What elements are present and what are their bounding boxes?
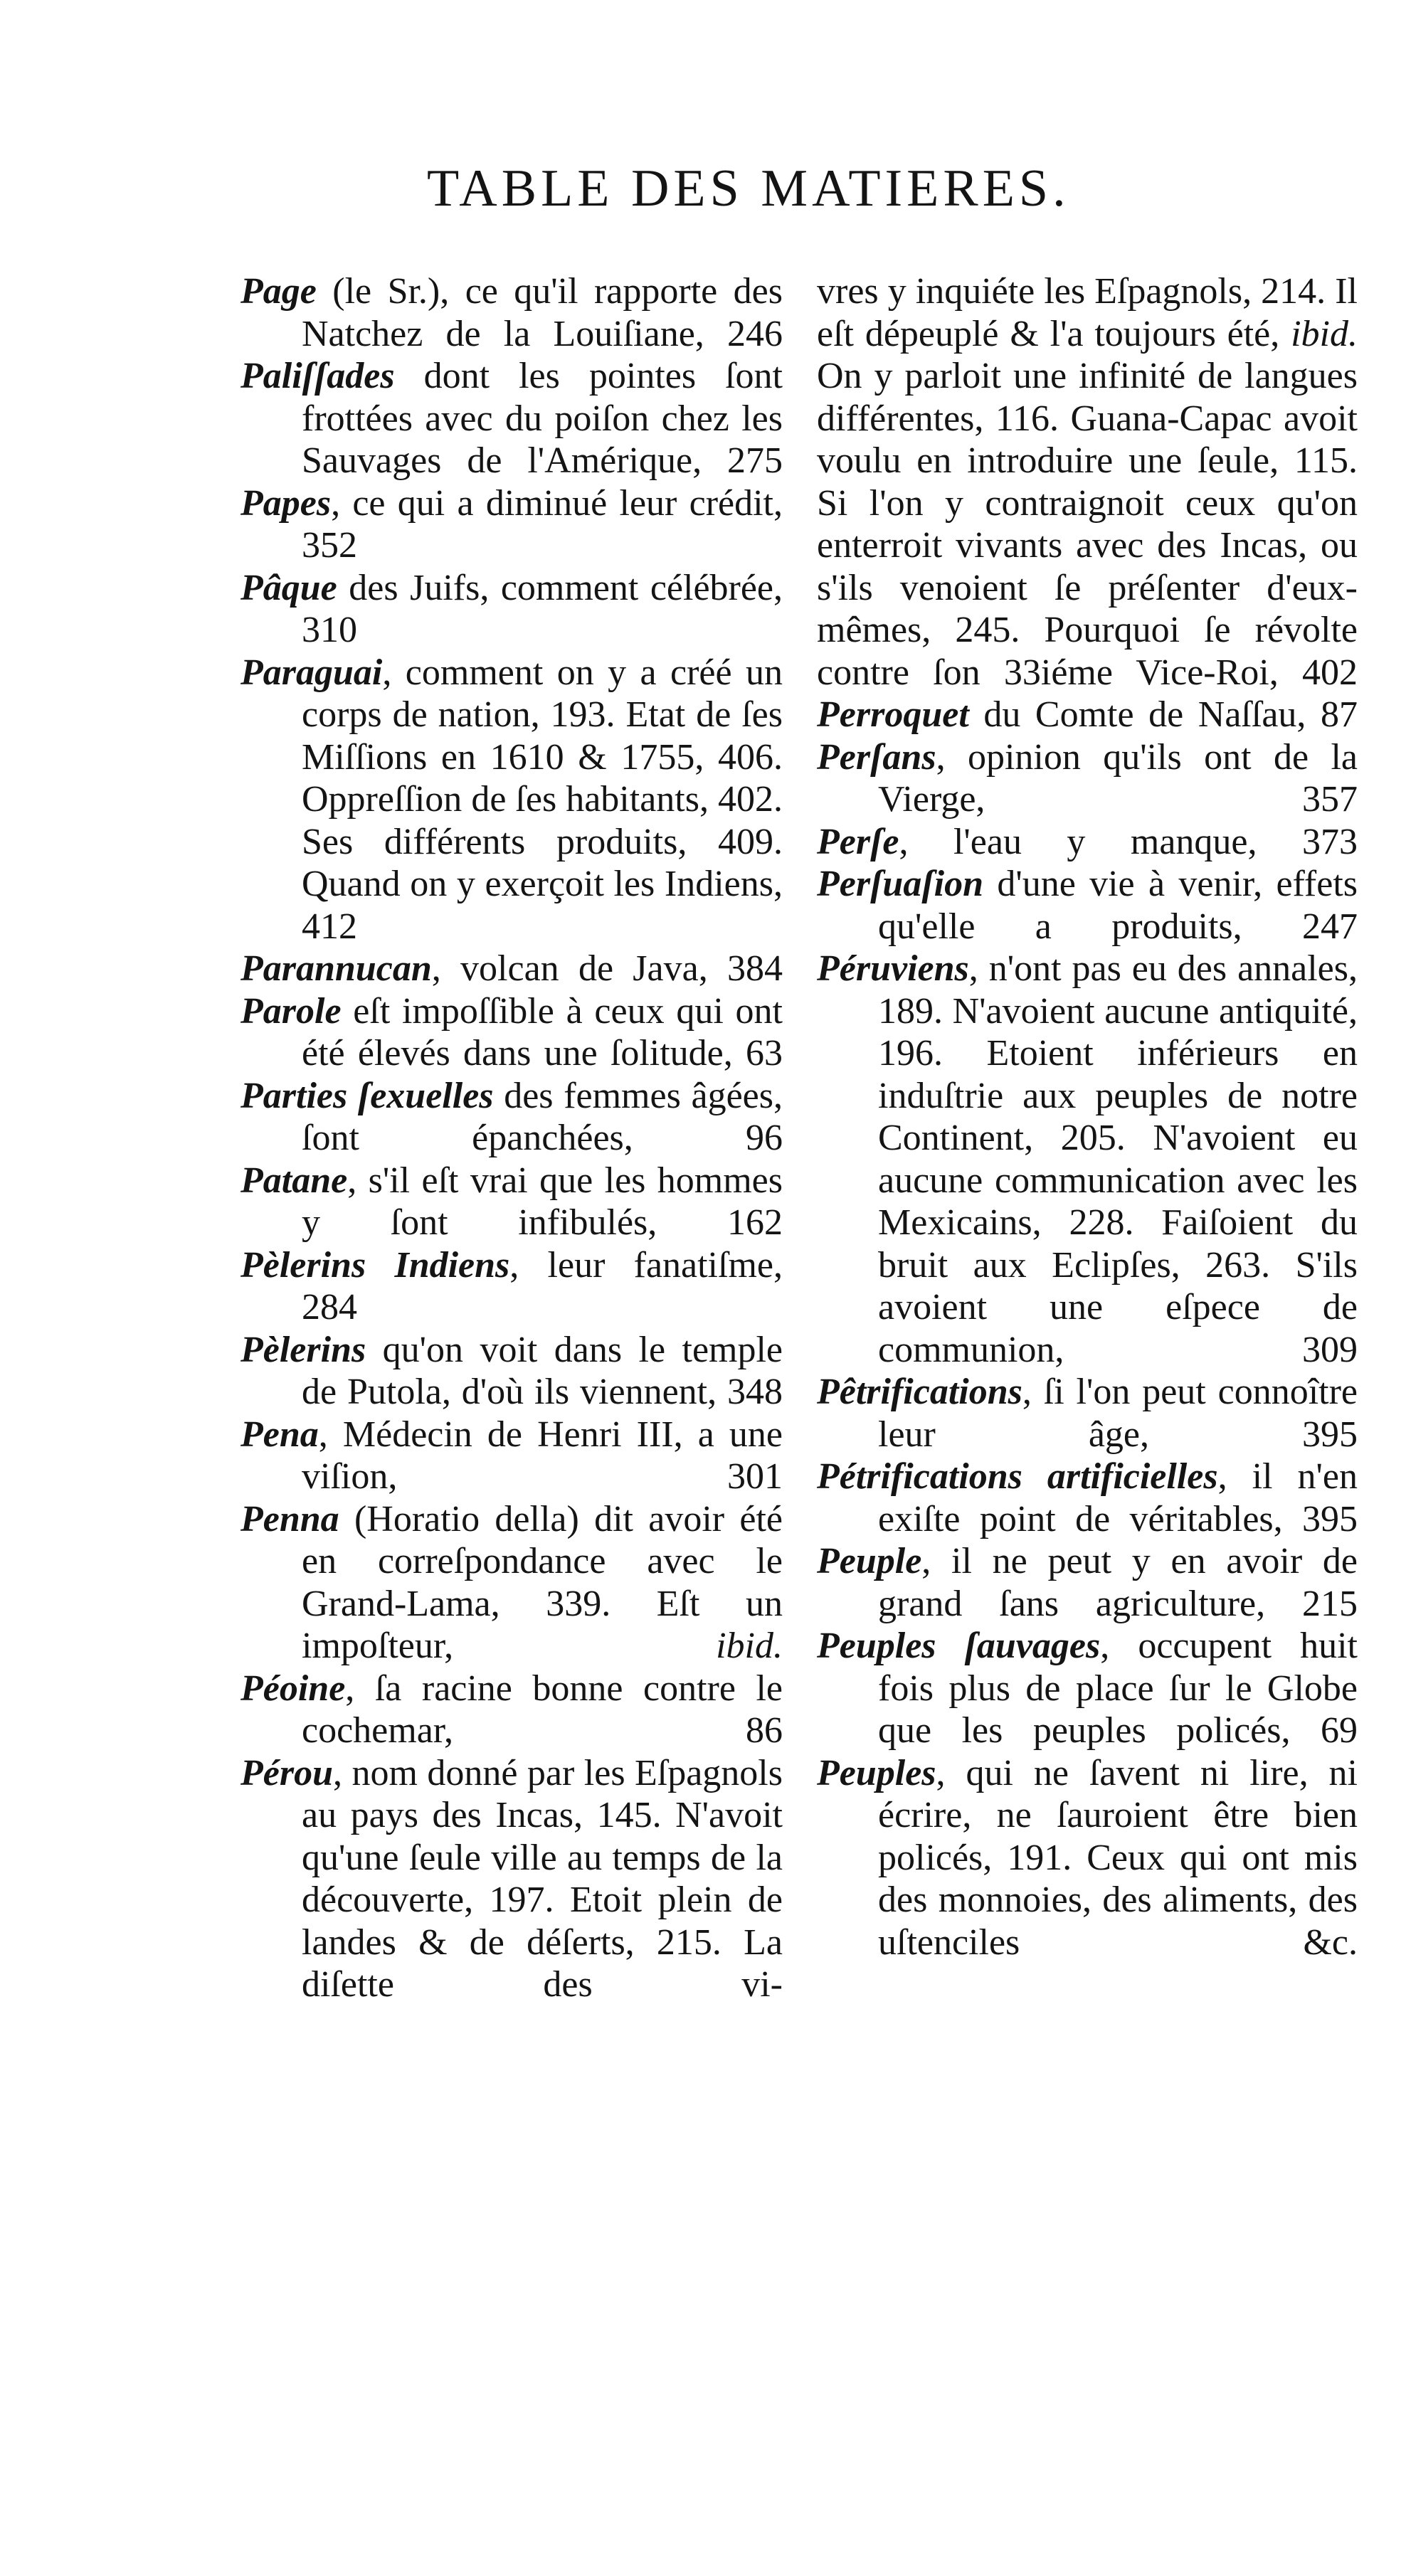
index-column-right: [817, 270, 1358, 1963]
entry-text: (le Sr.), ce qu'il rapporte des Natchez de la Louiſiane, 246: [302, 271, 783, 354]
index-entry: [817, 1371, 1358, 1456]
index-entry: [817, 821, 1358, 864]
index-entry: [240, 652, 783, 948]
entry-headword: Papes: [240, 482, 332, 524]
entry-text: eſt impoſſible à ceux qui ont été élevés dans une ſolitude, 63: [302, 990, 783, 1074]
index-entry: [817, 863, 1358, 948]
index-entry: [240, 270, 783, 355]
index-entry: [817, 1540, 1358, 1625]
index-entry: [240, 1668, 783, 1752]
entry-headword: Paraguai: [240, 652, 383, 693]
entry-text: , volcan de Java, 384: [431, 948, 783, 989]
running-head: TABLE DES MATIERES.: [427, 159, 1070, 218]
entry-headword: Peuples: [817, 1752, 936, 1793]
index-column-left: [240, 270, 783, 2006]
entry-text: , occupent huit fois plus de place ſur le Globe que les peuples policés, 69: [878, 1626, 1358, 1751]
entry-headword: Pêtrifications: [817, 1372, 1022, 1412]
index-entry: [817, 1625, 1358, 1752]
entry-text: , il n'en exiſte point de véritables, 395: [878, 1456, 1358, 1539]
entry-ibid: ibid.: [1291, 313, 1358, 354]
entry-text: des femmes âgées, ſont épanchées, 96: [302, 1075, 783, 1158]
entry-headword: Perſuaſion: [817, 864, 983, 904]
entry-ibid: ibid.: [716, 1626, 783, 1666]
entry-text: , s'il eſt vrai que les hommes y ſont infibulés, 162: [302, 1160, 783, 1243]
entry-headword: Péruviens: [817, 948, 969, 989]
index-entry: [817, 694, 1358, 736]
entry-text: , Médecin de Henri III, a une viſion, 301: [302, 1414, 783, 1497]
entry-headword: Pena: [240, 1414, 319, 1455]
entry-headword: Pâque: [240, 567, 337, 608]
entry-text: , leur fanatiſme, 284: [302, 1244, 783, 1327]
entry-text: , ſa racine bonne contre le cochemar, 86: [302, 1668, 783, 1751]
index-entry: [240, 1075, 783, 1160]
index-entry: [817, 948, 1358, 1371]
index-entry: [240, 1498, 783, 1668]
entry-text: du Comte de Naſſau, 87: [968, 694, 1358, 735]
entry-text: , qui ne ſavent ni lire, ni écrire, ne ſauroient être bien policés, 191. Ceux qui ont mis des monnoies, des aliments, des uſtenciles &c.: [878, 1752, 1358, 1963]
entry-text: vres y inquiéte les Eſpagnols, 214. Il eſt dépeuplé & l'a toujours été,: [817, 271, 1358, 354]
index-entry: [240, 1752, 783, 2006]
index-entry: [817, 270, 1358, 694]
entry-text: , ſi l'on peut connoître leur âge, 395: [878, 1372, 1358, 1455]
entry-text: , l'eau y manque, 373: [899, 821, 1358, 862]
index-entry: [817, 1752, 1358, 1964]
entry-text: des Juifs, comment célébrée, 310: [302, 567, 783, 650]
entry-headword: Perroquet: [817, 694, 969, 735]
entry-headword: Pétrifications artificielles: [817, 1456, 1218, 1497]
entry-headword: Péoine: [240, 1668, 346, 1709]
index-entry: [240, 355, 783, 482]
entry-text: , opinion qu'ils ont de la Vierge, 357: [878, 736, 1358, 820]
index-entry: [817, 736, 1358, 821]
entry-text: , il ne peut y en avoir de grand ſans agriculture, 215: [878, 1541, 1358, 1624]
index-entry: [240, 948, 783, 990]
index-entry: [240, 482, 783, 567]
entry-headword: Penna: [240, 1498, 339, 1539]
entry-headword: Pérou: [240, 1752, 333, 1793]
entry-headword: Patane: [240, 1160, 348, 1201]
entry-text: , ce qui a diminué leur crédit, 352: [302, 482, 783, 566]
entry-headword: Parties ſexuelles: [240, 1075, 494, 1116]
entry-headword: Parannucan: [240, 948, 432, 989]
entry-headword: Perſans: [817, 736, 936, 778]
index-entry: [240, 567, 783, 652]
entry-text: d'une vie à venir, effets qu'elle a produits, 247: [878, 864, 1358, 947]
index-entry: [240, 1160, 783, 1244]
entry-text-continued: On y parloit une infinité de langues différentes, 116. Guana-Capac avoit voulu en introduire une ſeule, 115. Si l'on y contraignoit ceux qu'on enterroit vivants avec des Incas, ou s'ils venoient ſe préſenter d'eux-mêmes, 245. Pourquoi ſe révolte contre ſon 33iéme Vice-Roi, 402: [817, 356, 1358, 693]
entry-text: , comment on y a créé un corps de nation, 193. Etat de ſes Miſſions en 1610 & 1755, 406. Oppreſſion de ſes habitants, 402. Ses différents produits, 409. Quand on y exerçoit les Indiens, 412: [302, 652, 783, 947]
index-entry: [240, 1329, 783, 1414]
entry-headword: Paliſſades: [240, 356, 395, 396]
entry-headword: Peuple: [817, 1541, 922, 1581]
entry-headword: Perſe: [817, 821, 899, 862]
index-entry: [240, 1414, 783, 1498]
index-entry: [817, 1456, 1358, 1540]
index-entry: [240, 990, 783, 1075]
index-entry: [240, 1244, 783, 1329]
entry-headword: Peuples ſauvages: [817, 1626, 1101, 1666]
entry-text: dont les pointes ſont frottées avec du poiſon chez les Sauvages de l'Amérique, 275: [302, 356, 783, 481]
entry-headword: Pèlerins: [240, 1329, 366, 1370]
entry-text: qu'on voit dans le temple de Putola, d'où ils viennent, 348: [302, 1329, 783, 1412]
entry-headword: Parole: [240, 990, 342, 1032]
entry-text: , n'ont pas eu des annales, 189. N'avoient aucune antiquité, 196. Etoient inférieurs en induſtrie aux peuples de notre Continent, 205. N'avoient eu aucune communication avec les Mexicains, 228. Faiſoient du bruit aux Eclipſes, 263. S'ils avoient une eſpece de communion, 309: [878, 948, 1358, 1370]
entry-text: , nom donné par les Eſpagnols au pays des Incas, 145. N'avoit qu'une ſeule ville au temps de la découverte, 197. Etoit plein de landes & de déſerts, 215. La diſette des vi-: [302, 1752, 783, 2005]
entry-headword: Pèlerins Indiens: [240, 1244, 510, 1286]
entry-headword: Page: [240, 271, 317, 312]
entry-text: (Horatio della) dit avoir été en correſpondance avec le Grand-Lama, 339. Eſt un impoſteur,: [302, 1498, 783, 1666]
